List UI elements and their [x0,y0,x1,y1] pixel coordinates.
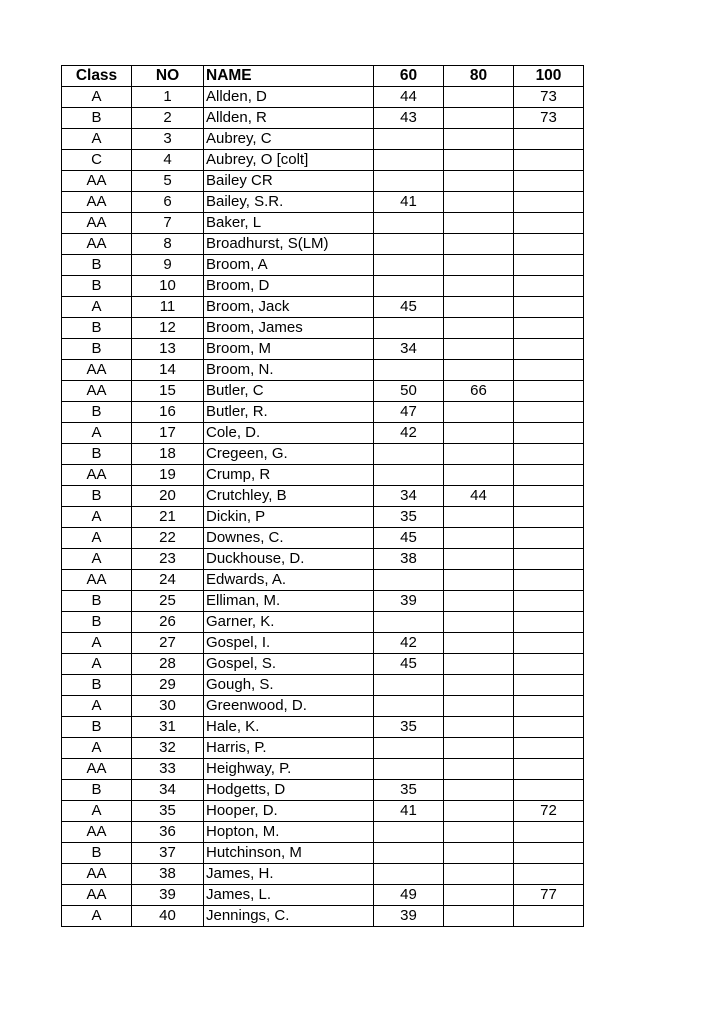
score-100-cell [514,297,584,318]
score-60-cell: 34 [374,486,444,507]
table-row [62,360,584,381]
name-cell: Gough, S. [204,675,374,696]
score-80-cell [444,150,514,171]
name-cell: Garner, K. [204,612,374,633]
score-100-cell [514,444,584,465]
name-cell: Dickin, P [204,507,374,528]
class-cell: A [62,87,132,108]
score-60-cell: 50 [374,381,444,402]
no-cell: 22 [132,528,204,549]
score-60-cell: 41 [374,801,444,822]
score-60-cell: 45 [374,297,444,318]
class-cell: B [62,339,132,360]
score-60-cell: 49 [374,885,444,906]
score-100-cell [514,822,584,843]
header-name: NAME [204,66,374,87]
header-class: Class [62,66,132,87]
score-60-cell [374,612,444,633]
class-cell: AA [62,570,132,591]
score-60-cell: 39 [374,591,444,612]
table-row [62,780,584,801]
score-100-cell [514,402,584,423]
score-80-cell [444,528,514,549]
class-cell: AA [62,822,132,843]
score-100-cell [514,864,584,885]
no-cell: 40 [132,906,204,927]
score-100-cell: 77 [514,885,584,906]
table-row [62,570,584,591]
table-row [62,423,584,444]
score-80-cell [444,843,514,864]
class-cell: B [62,717,132,738]
table-row [62,528,584,549]
score-80-cell [444,591,514,612]
score-60-cell: 35 [374,780,444,801]
score-60-cell [374,864,444,885]
score-60-cell [374,444,444,465]
class-cell: A [62,654,132,675]
name-cell: Aubrey, C [204,129,374,150]
no-cell: 14 [132,360,204,381]
score-80-cell [444,570,514,591]
score-80-cell [444,465,514,486]
no-cell: 19 [132,465,204,486]
class-cell: AA [62,864,132,885]
table-row [62,444,584,465]
no-cell: 36 [132,822,204,843]
score-100-cell [514,570,584,591]
score-80-cell [444,318,514,339]
score-60-cell: 34 [374,339,444,360]
score-100-cell [514,759,584,780]
score-100-cell [514,360,584,381]
name-cell: Butler, R. [204,402,374,423]
score-100-cell [514,612,584,633]
no-cell: 7 [132,213,204,234]
score-80-cell [444,171,514,192]
name-cell: Broom, N. [204,360,374,381]
class-cell: AA [62,381,132,402]
table-row [62,465,584,486]
score-100-cell [514,171,584,192]
score-80-cell: 44 [444,486,514,507]
score-80-cell [444,423,514,444]
no-cell: 8 [132,234,204,255]
class-cell: A [62,528,132,549]
no-cell: 25 [132,591,204,612]
score-100-cell [514,192,584,213]
table-row [62,864,584,885]
no-cell: 37 [132,843,204,864]
table-row [62,591,584,612]
name-cell: Harris, P. [204,738,374,759]
score-100-cell [514,486,584,507]
name-cell: Elliman, M. [204,591,374,612]
class-cell: AA [62,885,132,906]
class-cell: B [62,402,132,423]
name-cell: Hopton, M. [204,822,374,843]
name-cell: Aubrey, O [colt] [204,150,374,171]
name-cell: Bailey, S.R. [204,192,374,213]
no-cell: 2 [132,108,204,129]
table-row [62,381,584,402]
table-row [62,549,584,570]
score-80-cell [444,255,514,276]
no-cell: 11 [132,297,204,318]
name-cell: Hodgetts, D [204,780,374,801]
score-100-cell [514,591,584,612]
no-cell: 35 [132,801,204,822]
no-cell: 15 [132,381,204,402]
score-60-cell [374,318,444,339]
score-60-cell [374,234,444,255]
table-row [62,87,584,108]
no-cell: 13 [132,339,204,360]
name-cell: Broadhurst, S(LM) [204,234,374,255]
score-80-cell [444,507,514,528]
class-cell: B [62,675,132,696]
score-100-cell [514,423,584,444]
score-100-cell [514,255,584,276]
score-80-cell [444,339,514,360]
no-cell: 28 [132,654,204,675]
score-100-cell: 72 [514,801,584,822]
score-60-cell: 35 [374,507,444,528]
class-cell: B [62,591,132,612]
class-cell: AA [62,171,132,192]
score-60-cell: 44 [374,87,444,108]
score-100-cell [514,381,584,402]
table-row [62,696,584,717]
class-cell: B [62,780,132,801]
score-100-cell [514,213,584,234]
name-cell: Greenwood, D. [204,696,374,717]
score-60-cell: 35 [374,717,444,738]
class-cell: A [62,549,132,570]
score-60-cell [374,213,444,234]
table-row [62,192,584,213]
score-60-cell [374,696,444,717]
no-cell: 24 [132,570,204,591]
table-row [62,108,584,129]
score-60-cell: 38 [374,549,444,570]
score-80-cell [444,444,514,465]
no-cell: 9 [132,255,204,276]
name-cell: Heighway, P. [204,759,374,780]
score-60-cell [374,360,444,381]
table-row [62,738,584,759]
no-cell: 32 [132,738,204,759]
score-80-cell [444,549,514,570]
score-100-cell [514,276,584,297]
class-cell: A [62,633,132,654]
class-cell: A [62,801,132,822]
header-80: 80 [444,66,514,87]
score-60-cell: 42 [374,423,444,444]
header-row [62,66,584,87]
score-80-cell [444,234,514,255]
score-80-cell [444,612,514,633]
name-cell: Hutchinson, M [204,843,374,864]
no-cell: 1 [132,87,204,108]
name-cell: Broom, A [204,255,374,276]
class-cell: B [62,486,132,507]
name-cell: Jennings, C. [204,906,374,927]
table-row [62,822,584,843]
score-80-cell [444,402,514,423]
score-100-cell [514,339,584,360]
no-cell: 31 [132,717,204,738]
class-cell: AA [62,759,132,780]
no-cell: 10 [132,276,204,297]
score-60-cell: 41 [374,192,444,213]
name-cell: Edwards, A. [204,570,374,591]
score-60-cell [374,843,444,864]
name-cell: Duckhouse, D. [204,549,374,570]
score-100-cell [514,234,584,255]
class-cell: A [62,507,132,528]
table-row [62,297,584,318]
table-row [62,633,584,654]
table-row [62,906,584,927]
no-cell: 39 [132,885,204,906]
class-cell: A [62,297,132,318]
score-80-cell [444,906,514,927]
class-cell: AA [62,192,132,213]
score-100-cell [514,696,584,717]
name-cell: Hale, K. [204,717,374,738]
score-80-cell [444,192,514,213]
table-row [62,129,584,150]
score-80-cell [444,696,514,717]
header-100: 100 [514,66,584,87]
score-60-cell [374,171,444,192]
table-row [62,612,584,633]
score-80-cell [444,864,514,885]
class-cell: C [62,150,132,171]
name-cell: Gospel, S. [204,654,374,675]
table-row [62,507,584,528]
table-row [62,717,584,738]
table-row [62,843,584,864]
score-60-cell: 43 [374,108,444,129]
score-80-cell [444,801,514,822]
score-60-cell: 39 [374,906,444,927]
name-cell: Downes, C. [204,528,374,549]
score-60-cell: 42 [374,633,444,654]
score-100-cell [514,507,584,528]
score-table [61,65,584,927]
score-80-cell [444,297,514,318]
score-60-cell [374,570,444,591]
no-cell: 23 [132,549,204,570]
name-cell: Allden, D [204,87,374,108]
table-row [62,885,584,906]
score-100-cell [514,465,584,486]
name-cell: Crutchley, B [204,486,374,507]
table-row [62,255,584,276]
no-cell: 12 [132,318,204,339]
name-cell: Bailey CR [204,171,374,192]
score-80-cell [444,738,514,759]
no-cell: 20 [132,486,204,507]
class-cell: A [62,423,132,444]
score-100-cell [514,549,584,570]
no-cell: 3 [132,129,204,150]
score-60-cell [374,738,444,759]
table-row [62,318,584,339]
no-cell: 27 [132,633,204,654]
table-row [62,276,584,297]
score-80-cell [444,633,514,654]
name-cell: Cregeen, G. [204,444,374,465]
score-100-cell: 73 [514,87,584,108]
score-100-cell [514,633,584,654]
score-80-cell [444,108,514,129]
score-100-cell [514,738,584,759]
score-100-cell: 73 [514,108,584,129]
score-80-cell [444,360,514,381]
no-cell: 30 [132,696,204,717]
score-60-cell [374,759,444,780]
no-cell: 26 [132,612,204,633]
name-cell: Hooper, D. [204,801,374,822]
class-cell: B [62,318,132,339]
no-cell: 21 [132,507,204,528]
score-80-cell [444,87,514,108]
score-60-cell: 47 [374,402,444,423]
score-100-cell [514,675,584,696]
table-row [62,675,584,696]
class-cell: A [62,696,132,717]
class-cell: A [62,129,132,150]
class-cell: B [62,843,132,864]
table-row [62,339,584,360]
name-cell: James, H. [204,864,374,885]
score-80-cell [444,675,514,696]
score-100-cell [514,150,584,171]
no-cell: 29 [132,675,204,696]
class-cell: B [62,444,132,465]
no-cell: 17 [132,423,204,444]
name-cell: Broom, Jack [204,297,374,318]
header-60: 60 [374,66,444,87]
no-cell: 4 [132,150,204,171]
name-cell: Butler, C [204,381,374,402]
table-body [62,87,584,927]
score-100-cell [514,654,584,675]
table-row [62,171,584,192]
name-cell: James, L. [204,885,374,906]
no-cell: 16 [132,402,204,423]
score-80-cell: 66 [444,381,514,402]
class-cell: AA [62,360,132,381]
score-60-cell [374,255,444,276]
score-100-cell [514,717,584,738]
score-60-cell: 45 [374,654,444,675]
score-80-cell [444,654,514,675]
score-100-cell [514,780,584,801]
score-80-cell [444,717,514,738]
table-row [62,402,584,423]
table-row [62,759,584,780]
score-80-cell [444,759,514,780]
table-row [62,486,584,507]
name-cell: Cole, D. [204,423,374,444]
score-60-cell: 45 [374,528,444,549]
class-cell: B [62,255,132,276]
name-cell: Broom, D [204,276,374,297]
name-cell: Broom, M [204,339,374,360]
name-cell: Baker, L [204,213,374,234]
table-row [62,213,584,234]
no-cell: 6 [132,192,204,213]
no-cell: 5 [132,171,204,192]
score-80-cell [444,276,514,297]
score-80-cell [444,780,514,801]
score-60-cell [374,465,444,486]
score-60-cell [374,129,444,150]
score-80-cell [444,822,514,843]
score-80-cell [444,885,514,906]
no-cell: 34 [132,780,204,801]
score-60-cell [374,276,444,297]
no-cell: 38 [132,864,204,885]
score-100-cell [514,129,584,150]
table-row [62,150,584,171]
table-row [62,654,584,675]
class-cell: AA [62,234,132,255]
no-cell: 33 [132,759,204,780]
class-cell: B [62,108,132,129]
score-60-cell [374,675,444,696]
class-cell: B [62,612,132,633]
score-100-cell [514,528,584,549]
score-60-cell [374,150,444,171]
name-cell: Allden, R [204,108,374,129]
score-100-cell [514,906,584,927]
table-row [62,234,584,255]
score-100-cell [514,843,584,864]
name-cell: Crump, R [204,465,374,486]
class-cell: B [62,276,132,297]
table-row [62,801,584,822]
score-80-cell [444,129,514,150]
class-cell: A [62,738,132,759]
header-no: NO [132,66,204,87]
score-100-cell [514,318,584,339]
class-cell: AA [62,213,132,234]
score-80-cell [444,213,514,234]
class-cell: AA [62,465,132,486]
name-cell: Broom, James [204,318,374,339]
name-cell: Gospel, I. [204,633,374,654]
no-cell: 18 [132,444,204,465]
score-60-cell [374,822,444,843]
class-cell: A [62,906,132,927]
